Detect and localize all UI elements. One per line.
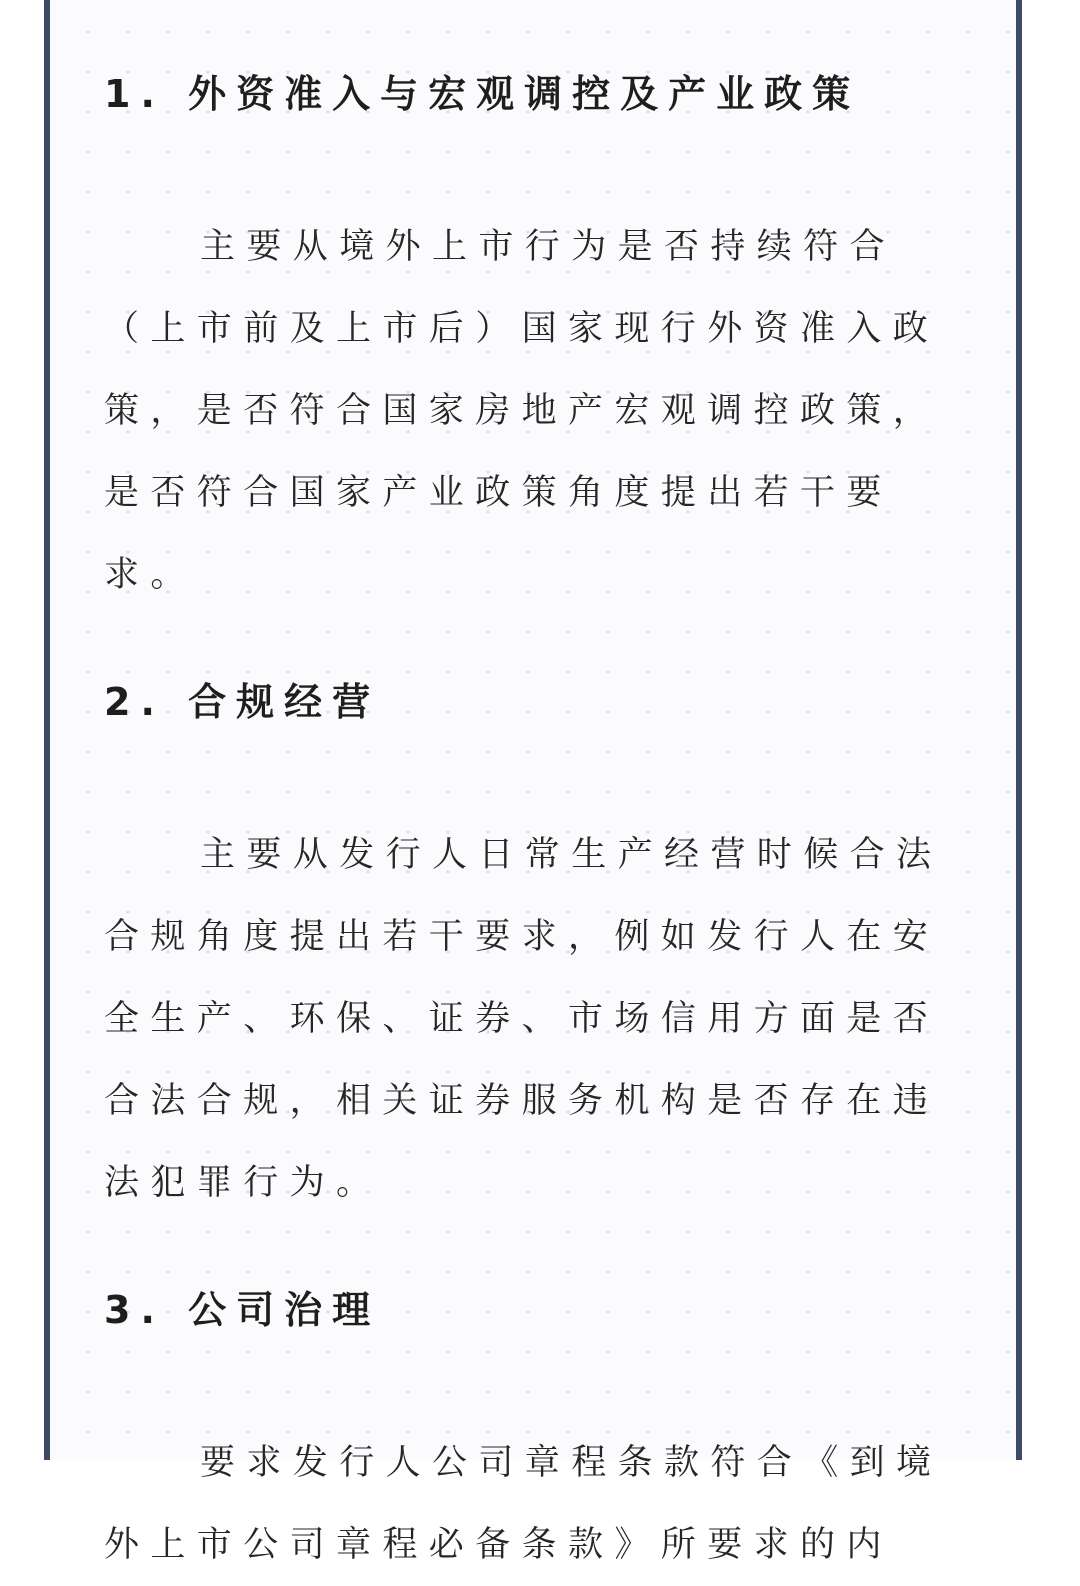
section-heading: 1. 外资准入与宏观调控及产业政策 xyxy=(104,72,861,116)
section-paragraph xyxy=(104,1422,974,1586)
section-compliance xyxy=(104,672,974,1224)
section-heading: 3. 公司治理 xyxy=(104,1288,381,1332)
article-content xyxy=(104,64,974,1586)
section-foreign-investment xyxy=(104,64,974,616)
section-heading: 2. 合规经营 xyxy=(104,680,381,724)
section-governance xyxy=(104,1280,974,1586)
section-body-text: 主要从境外上市行为是否持续符合（上市前及上市后）国家现行外资准入政策，是否符合国家房地产宏观调控政策，是否符合国家产业政策角度提出若干要求。 xyxy=(104,227,940,595)
section-paragraph xyxy=(104,814,974,1224)
section-paragraph xyxy=(104,206,974,616)
section-body-text: 主要从发行人日常生产经营时候合法合规角度提出若干要求，例如发行人在安全生产、环保、证券、市场信用方面是否合法合规，相关证券服务机构是否存在违法犯罪行为。 xyxy=(104,835,943,1203)
section-body-text: 要求发行人公司章程条款符合《到境外上市公司章程必备条款》所要求的内 xyxy=(104,1443,943,1565)
